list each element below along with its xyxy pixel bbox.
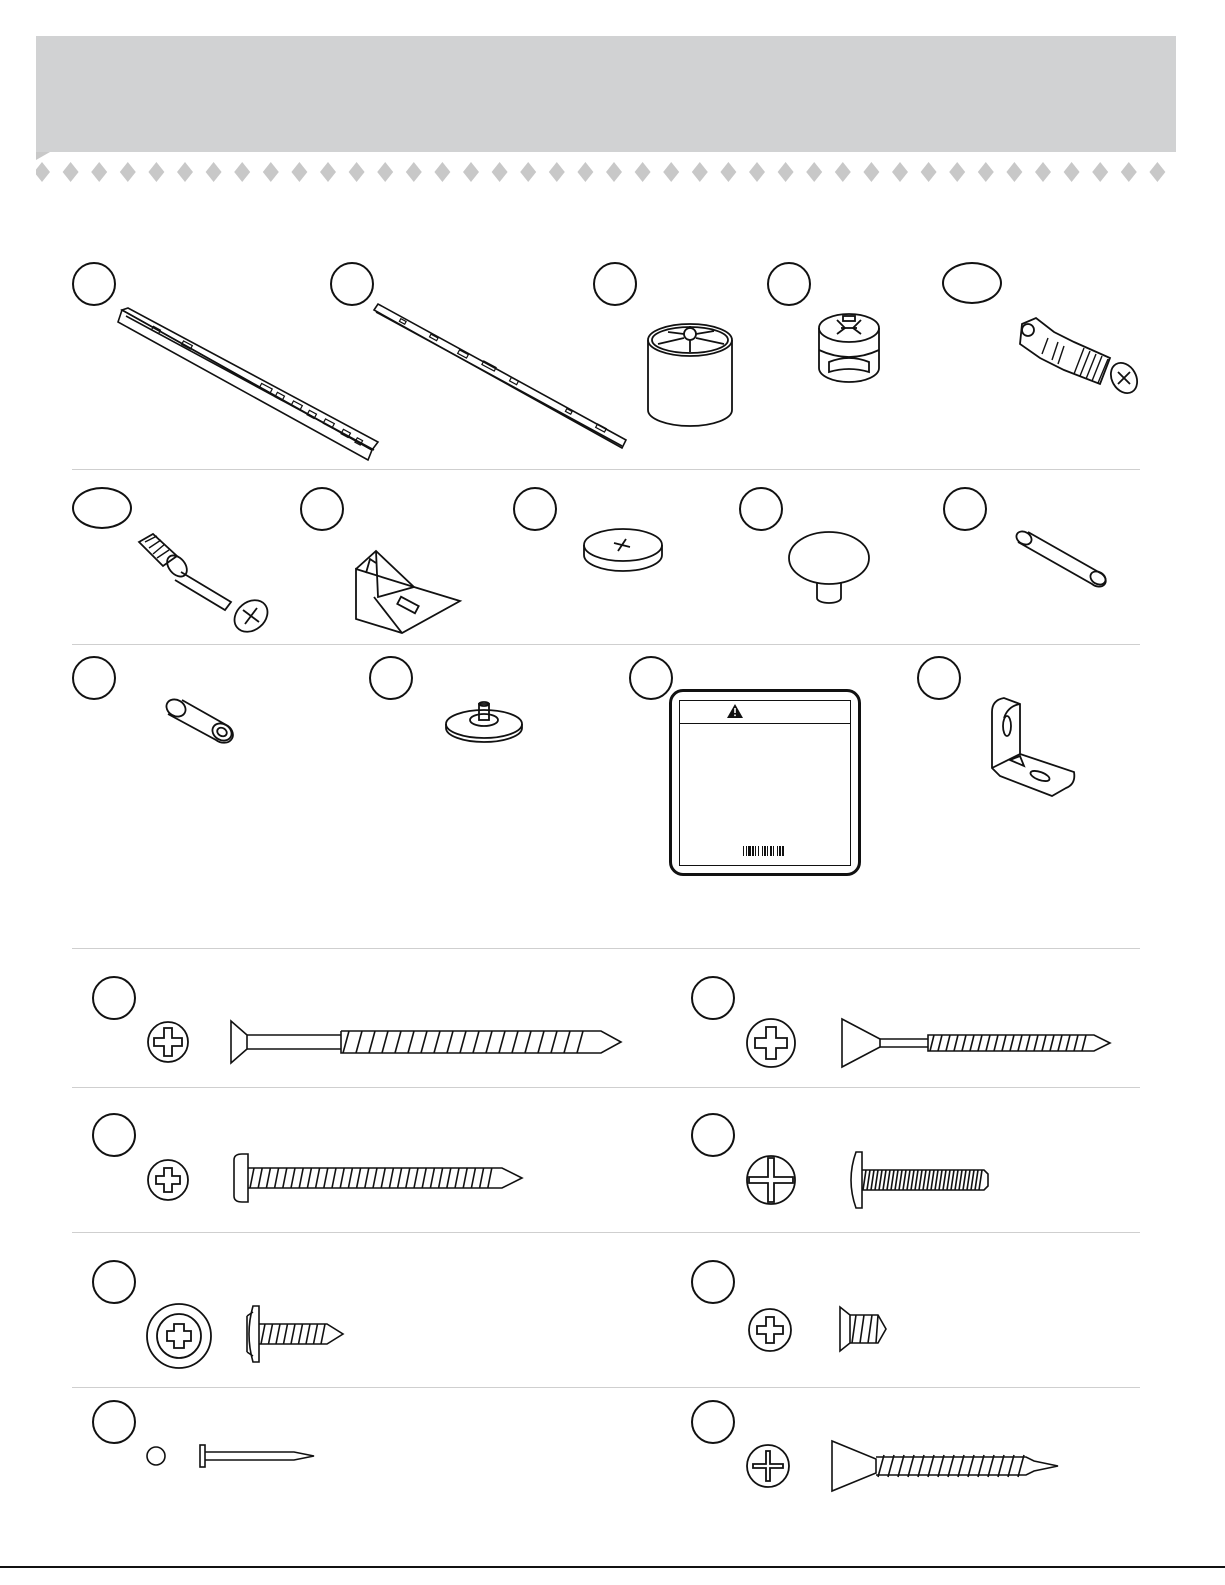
part-label-6: [72, 487, 132, 529]
wood-dowel-icon: [1012, 528, 1108, 594]
part-label-11: [72, 656, 116, 700]
part-label-5: [942, 262, 1002, 304]
barcode-icon: [743, 846, 797, 856]
row-divider: [72, 1087, 1140, 1088]
phillips-washer-head-icon: [145, 1302, 213, 1370]
long-flat-head-screw-icon: [229, 1019, 625, 1065]
header-banner: [36, 36, 1176, 152]
warning-triangle-icon: [727, 704, 743, 718]
drawer-slide-rail-icon: [370, 300, 630, 450]
part-label-14: [917, 656, 961, 700]
part-label-screw-a: [92, 976, 136, 1020]
drawer-slide-rail-icon: [110, 300, 385, 460]
nail-head-icon: [145, 1445, 167, 1467]
corner-block-icon: [354, 537, 462, 635]
spacer-tube-icon: [162, 696, 234, 746]
part-label-9: [739, 487, 783, 531]
diamond-border: [36, 152, 1176, 186]
phillips-head-icon: [747, 1307, 793, 1353]
pan-head-screw-icon: [232, 1152, 524, 1204]
row-divider: [72, 948, 1140, 949]
flat-head-screw-icon: [840, 1017, 1112, 1069]
part-label-screw-h: [691, 1400, 735, 1444]
knob-icon: [787, 530, 871, 606]
phillips-head-icon: [745, 1154, 797, 1206]
warning-label-frame: [679, 700, 851, 866]
angle-bracket-icon: [990, 696, 1076, 800]
part-label-12: [369, 656, 413, 700]
flat-head-wood-screw-icon: [830, 1439, 1060, 1493]
short-flat-head-screw-icon: [838, 1305, 890, 1353]
part-label-screw-g: [92, 1400, 136, 1444]
warning-label-card: [669, 689, 861, 876]
phillips-head-icon: [745, 1443, 791, 1489]
row-divider: [72, 1232, 1140, 1233]
row-divider: [72, 644, 1140, 645]
row-divider: [72, 1387, 1140, 1388]
page-bottom-rule: [0, 1566, 1225, 1568]
cam-bolt-icon: [133, 532, 283, 634]
phillips-head-icon: [146, 1158, 190, 1202]
part-label-screw-c: [92, 1113, 136, 1157]
part-label-screw-b: [691, 976, 735, 1020]
part-label-10: [943, 487, 987, 531]
part-label-screw-f: [691, 1260, 735, 1304]
part-label-screw-e: [92, 1260, 136, 1304]
phillips-head-icon: [745, 1017, 797, 1069]
warning-label-header: [680, 701, 850, 724]
cam-lock-icon: [811, 310, 889, 390]
phillips-head-icon: [146, 1020, 190, 1064]
nail-icon: [198, 1443, 318, 1469]
part-label-8: [513, 487, 557, 531]
plastic-foot-icon: [644, 318, 736, 430]
cam-dowel-sleeve-icon: [1014, 314, 1142, 400]
washer-head-screw-icon: [243, 1302, 347, 1366]
part-label-screw-d: [691, 1113, 735, 1157]
cover-cap-icon: [582, 527, 664, 575]
part-label-4: [767, 262, 811, 306]
nail-glide-icon: [443, 700, 525, 742]
part-label-13: [629, 656, 673, 700]
row-divider: [72, 469, 1140, 470]
part-label-7: [300, 487, 344, 531]
truss-head-machine-screw-icon: [846, 1150, 990, 1210]
